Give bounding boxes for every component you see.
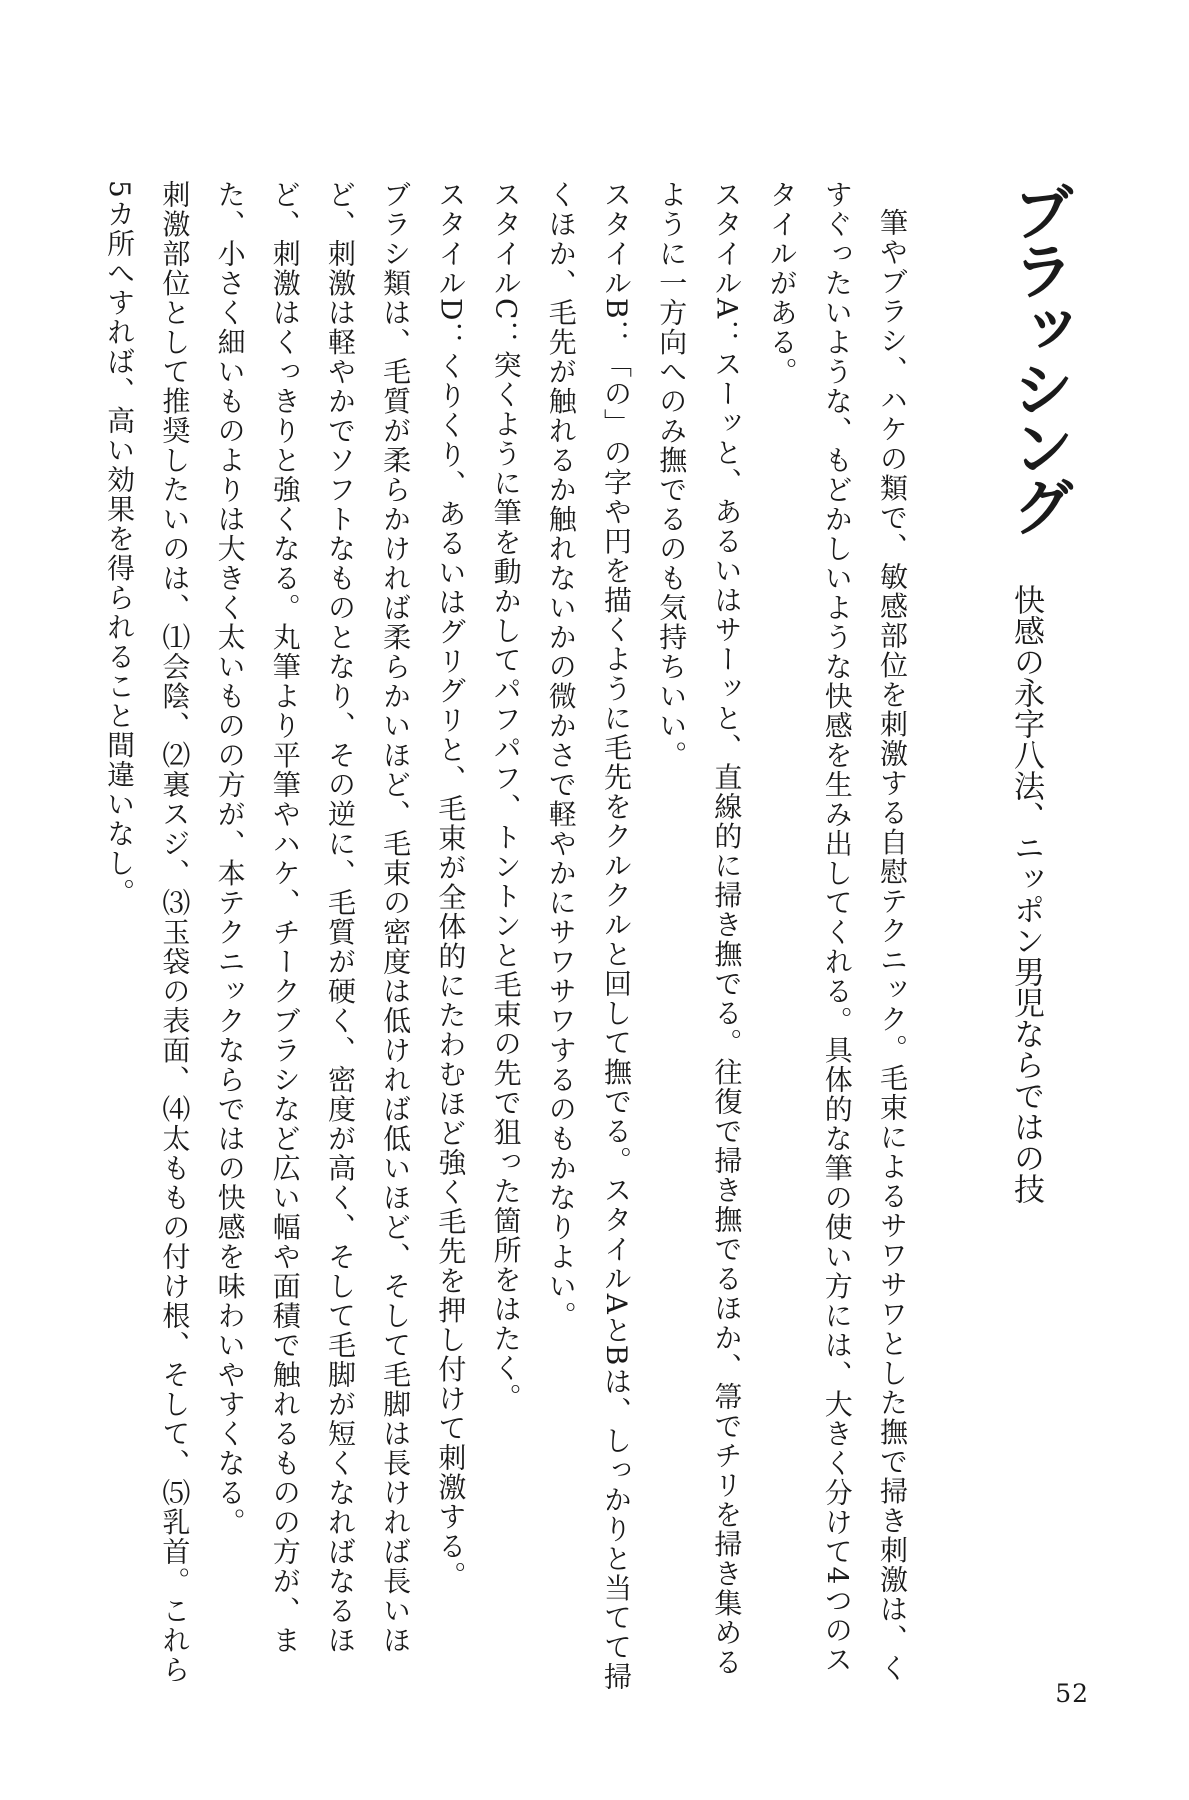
section-subtitle: 快感の永字八法、ニッポン男児ならではの技 [1008,584,1044,1204]
paragraph-brush-types: ブラシ類は、毛質が柔らかければ柔らかいほど、毛束の密度は低ければ低いほど、そして毛脚は長ければ長いほど、刺激は軽やかでソフトなものとなり、その逆に、毛質が硬く、密度が高く、そして毛脚が短くなればなるほど、刺激はくっきりと強くなる。丸筆より平筆やハケ、チークブラシなど広い幅や面積で触れるものの方が、また、小さく細いものよりは大きく太いものの方が、本テクニックならではの快感を味わいやすくなる。 [213,180,413,1655]
paragraph-intro: 筆やブラシ、ハケの類で、敏感部位を刺激する自慰テクニック。毛束によるサワサワとした撫で掃き刺激は、くすぐったいような、もどかしいような快感を生み出してくれる。具体的な筆の使い方には、大きく分けて4つのスタイルがある。 [765,180,909,1683]
paragraph-style-a: スタイルA：スーッと、あるいはサーッと、直線的に掃き撫でる。往復で掃き撫でるほか、箒でチリを掃き集めるように一方向へのみ撫でるのも気持ちいい。 [655,180,744,1677]
body-text [103,180,920,1700]
paragraph-recommended-areas: 刺激部位として推奨したいのは、⑴会陰、⑵裏スジ、⑶玉袋の表面、⑷太ももの付け根、そして、⑸乳首。これら5カ所へすれば、高い効果を得られること間違いなし。 [103,180,192,1685]
page-number: 52 [1055,1679,1089,1708]
paragraph-style-d: スタイルD：くりくり、あるいはグリグリと、毛束が全体的にたわむほど強く毛先を押し付けて刺激する。 [434,180,468,1591]
paragraph-style-c: スタイルC：突くように筆を動かしてパフパフ、トントンと毛束の先で狙った箇所をはたく。 [489,180,523,1413]
section-title: ブラッシング [1002,180,1075,534]
paragraph-style-b: スタイルB：「の」の字や円を描くように毛先をクルクルと回して撫でる。スタイルAとBは、しっかりと当てて掃くほか、毛先が触れるか触れないかの微かさで軽やかにサワサワするのもかなりよい。 [544,180,633,1692]
